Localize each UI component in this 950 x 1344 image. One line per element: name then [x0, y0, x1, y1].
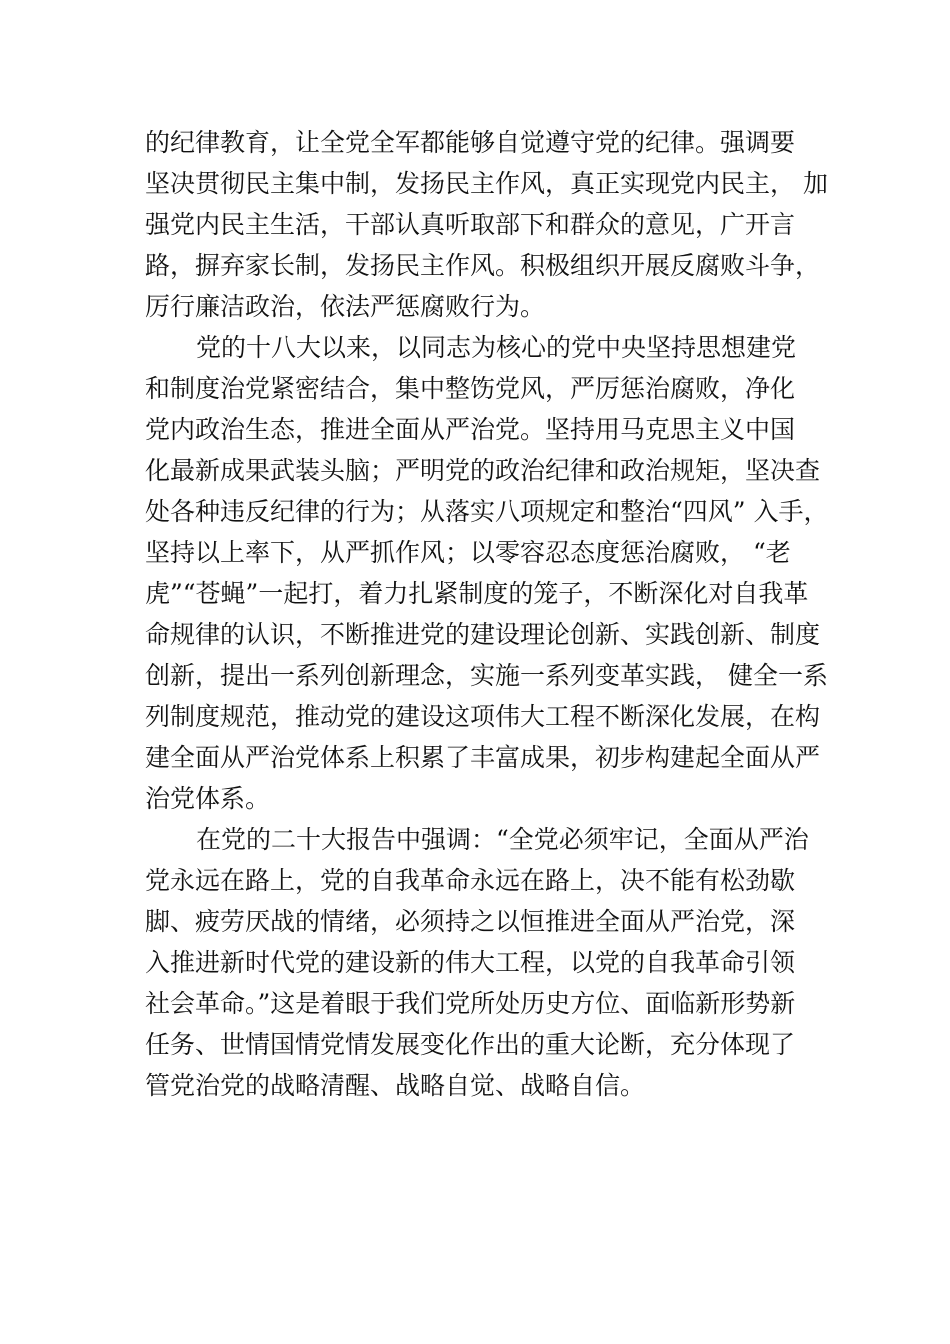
paragraph-1 [145, 122, 845, 327]
text-line: 坚决贯彻民主集中制，发扬民主作风，真正实现党内民主， 加 [145, 169, 828, 198]
text-line: 和制度治党紧密结合，集中整饬党风，严厉惩治腐败，净化 [145, 374, 796, 403]
text-line: 管党治党的战略清醒、战略自觉、战略自信。 [145, 1071, 646, 1100]
text-line: 坚持以上率下，从严抓作风；以零容忍态度惩治腐败， “老 [145, 538, 791, 567]
paragraph-3 [145, 819, 845, 1106]
text-line: 党内政治生态，推进全面从严治党。坚持用马克思主义中国 [145, 415, 796, 444]
text-line: 建全面从严治党体系上积累了丰富成果，初步构建起全面从严 [145, 743, 821, 772]
text-line: 社会革命。”这是着眼于我们党所处历史方位、面临新形势新 [145, 989, 796, 1018]
paragraph-2 [145, 327, 845, 819]
text-line: 治党体系。 [145, 784, 271, 813]
text-line: 化最新成果武装头脑；严明党的政治纪律和政治规矩，坚决查 [145, 456, 821, 485]
text-line: 处各种违反纪律的行为；从落实八项规定和整治“四风” 入手， [145, 497, 829, 526]
text-line: 虎”“苍蝇”一起打，着力扎紧制度的笼子，不断深化对自我革 [145, 579, 809, 608]
text-line: 路，摒弃家长制，发扬民主作风。积极组织开展反腐败斗争， [145, 251, 821, 280]
text-line: 强党内民主生活，干部认真听取部下和群众的意见，广开言 [145, 210, 796, 239]
text-line: 的纪律教育，让全党全军都能够自觉遵守党的纪律。强调要 [145, 128, 796, 157]
document-body [145, 122, 845, 1106]
text-line: 任务、世情国情党情发展变化作出的重大论断，充分体现了 [145, 1030, 796, 1059]
text-line: 党的十八大以来，以同志为核心的党中央坚持思想建党 [196, 333, 797, 362]
text-line: 创新，提出一系列创新理念，实施一系列变革实践， 健全一系 [145, 661, 828, 690]
text-line: 在党的二十大报告中强调：“全党必须牢记，全面从严治 [196, 825, 809, 854]
text-line: 厉行廉洁政治，依法严惩腐败行为。 [145, 292, 546, 321]
text-line: 党永远在路上，党的自我革命永远在路上，决不能有松劲歇 [145, 866, 796, 895]
text-line: 脚、疲劳厌战的情绪，必须持之以恒推进全面从严治党，深 [145, 907, 796, 936]
text-line: 入推进新时代党的建设新的伟大工程，以党的自我革命引领 [145, 948, 796, 977]
text-line: 命规律的认识，不断推进党的建设理论创新、实践创新、制度 [145, 620, 821, 649]
text-line: 列制度规范，推动党的建设这项伟大工程不断深化发展，在构 [145, 702, 821, 731]
